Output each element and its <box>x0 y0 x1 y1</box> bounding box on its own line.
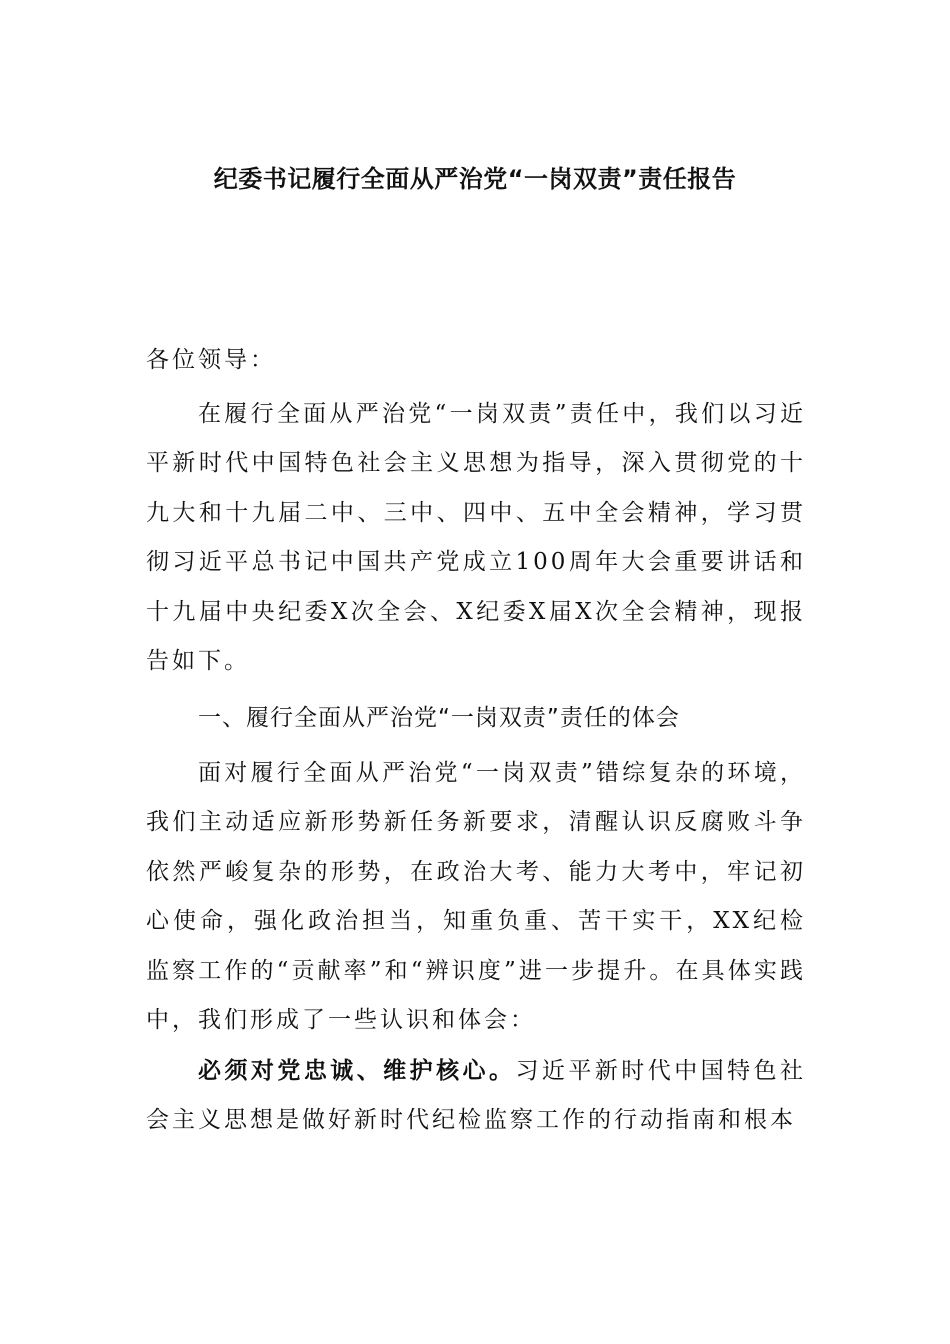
paragraph-intro: 在履行全面从严治党“一岗双责”责任中，我们以习近平新时代中国特色社会主义思想为指导，深入贯彻党的十九大和十九届二中、三中、四中、五中全会精神，学习贯彻习近平总书记中国共产党成立100周年大会重要讲话和十九届中央纪委X次全会、X纪委X届X次全会精神，现报告如下。 <box>146 400 806 674</box>
paragraph-loyalty <box>146 1046 806 1146</box>
paragraph-loyalty-text: 习近平新时代中国特色社会主义思想是做好新时代纪检监察工作的行动指南和根本 <box>146 1057 807 1133</box>
document-title: 纪委书记履行全面从严治党“一岗双责”责任报告 <box>213 165 737 193</box>
paragraph-experience: 面对履行全面从严治党“一岗双责”错综复杂的环境，我们主动适应新形势新任务新要求，清醒认识反腐败斗争依然严峻复杂的形势，在政治大考、能力大考中，牢记初心使命，强化政治担当，知重负重、苦干实干，XX纪检监察工作的“贡献率”和“辨识度”进一步提升。在具体实践中，我们形成了一些认识和体会： <box>146 759 806 1033</box>
document-body <box>146 336 806 1146</box>
paragraph-lead-bold: 必须对党忠诚、维护核心。 <box>198 1056 516 1084</box>
section-heading-1: 一、履行全面从严治党“一岗双责”责任的体会 <box>198 704 680 731</box>
salutation: 各位领导： <box>146 347 276 373</box>
